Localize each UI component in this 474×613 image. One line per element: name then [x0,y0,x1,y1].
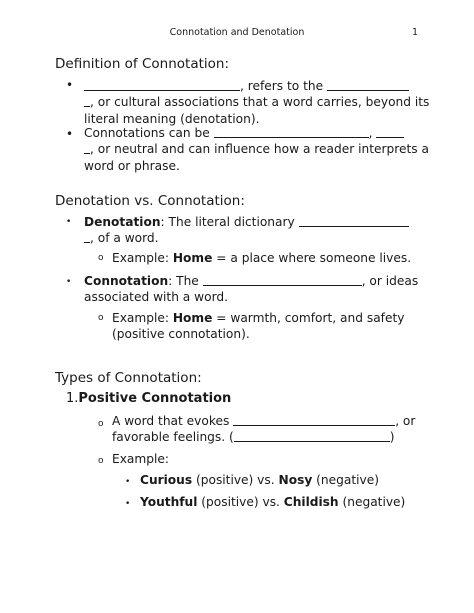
text: , refers to the [240,79,324,93]
example-word: Home [172,251,213,265]
positive-word: Curious [140,473,193,487]
fill-in-blank[interactable] [214,125,369,138]
bullet-dot: • [66,78,74,92]
text: = warmth, comfort, and safety (positive connotation). [112,311,405,342]
list-item [84,125,444,174]
text: (positive) vs. [201,495,280,509]
negative-word: Nosy [278,473,313,487]
text: Connotations can be [84,126,210,140]
section-heading-definition: Definition of Connotation: [55,56,229,72]
page-number: 1 [411,27,418,38]
list-item [84,273,444,306]
list-item [140,494,440,510]
text: Example: [112,311,169,325]
text: : The [168,274,199,288]
example-word: Home [172,311,213,325]
text: ) [389,430,395,445]
fill-in-blank[interactable] [376,125,404,138]
document-title: Connotation and Denotation [169,27,305,38]
fill-in-blank[interactable] [203,273,362,286]
positive-word: Youthful [140,495,198,509]
fill-in-blank[interactable] [299,214,409,227]
circle-bullet: o [98,253,104,263]
negative-word: Childish [283,495,339,509]
text: Example: [112,251,169,265]
text: A word that evokes [112,414,230,428]
bullet-dot: • [66,127,74,141]
list-item [140,472,440,488]
item-title: Positive Connotation [78,391,232,406]
text: (negative) [342,495,406,509]
text: (positive) vs. [196,473,275,487]
fill-in-blank[interactable] [233,413,395,426]
fill-in-blank[interactable] [234,429,390,442]
numbered-item [66,391,426,407]
text: , of a word. [90,231,159,246]
list-item [112,451,472,467]
list-item [112,413,422,446]
text: : The literal dictionary [160,215,295,229]
text: = a place where someone lives. [216,251,412,265]
text: , or favorable feelings. ( [112,414,416,445]
section-heading-types: Types of Connotation: [55,370,202,386]
list-item [84,78,444,127]
term-denotation: Denotation [84,215,161,229]
bullet-dot: • [66,277,72,287]
fill-in-blank[interactable] [84,78,240,91]
list-item [112,310,412,343]
fill-in-blank[interactable] [327,78,409,91]
bullet-dot: • [66,217,72,227]
text: , or ideas associated with a word. [84,274,419,305]
bullet-dot: • [125,477,131,487]
item-number: 1. [66,391,79,406]
list-item [112,250,472,266]
text: , [368,126,373,140]
circle-bullet: o [98,456,104,466]
text: Example: [112,452,169,466]
circle-bullet: o [98,313,104,323]
term-connotation: Connotation [84,274,169,288]
section-heading-denotation-vs-connotation: Denotation vs. Connotation: [55,193,245,209]
circle-bullet: o [98,419,104,429]
bullet-dot: • [125,499,131,509]
text: , or cultural associations that a word carries, beyond its literal meaning (denotation). [84,95,430,126]
list-item [84,214,444,247]
text: , or neutral and can influence how a reader interprets a word or phrase. [84,142,429,173]
text: (negative) [316,473,379,487]
